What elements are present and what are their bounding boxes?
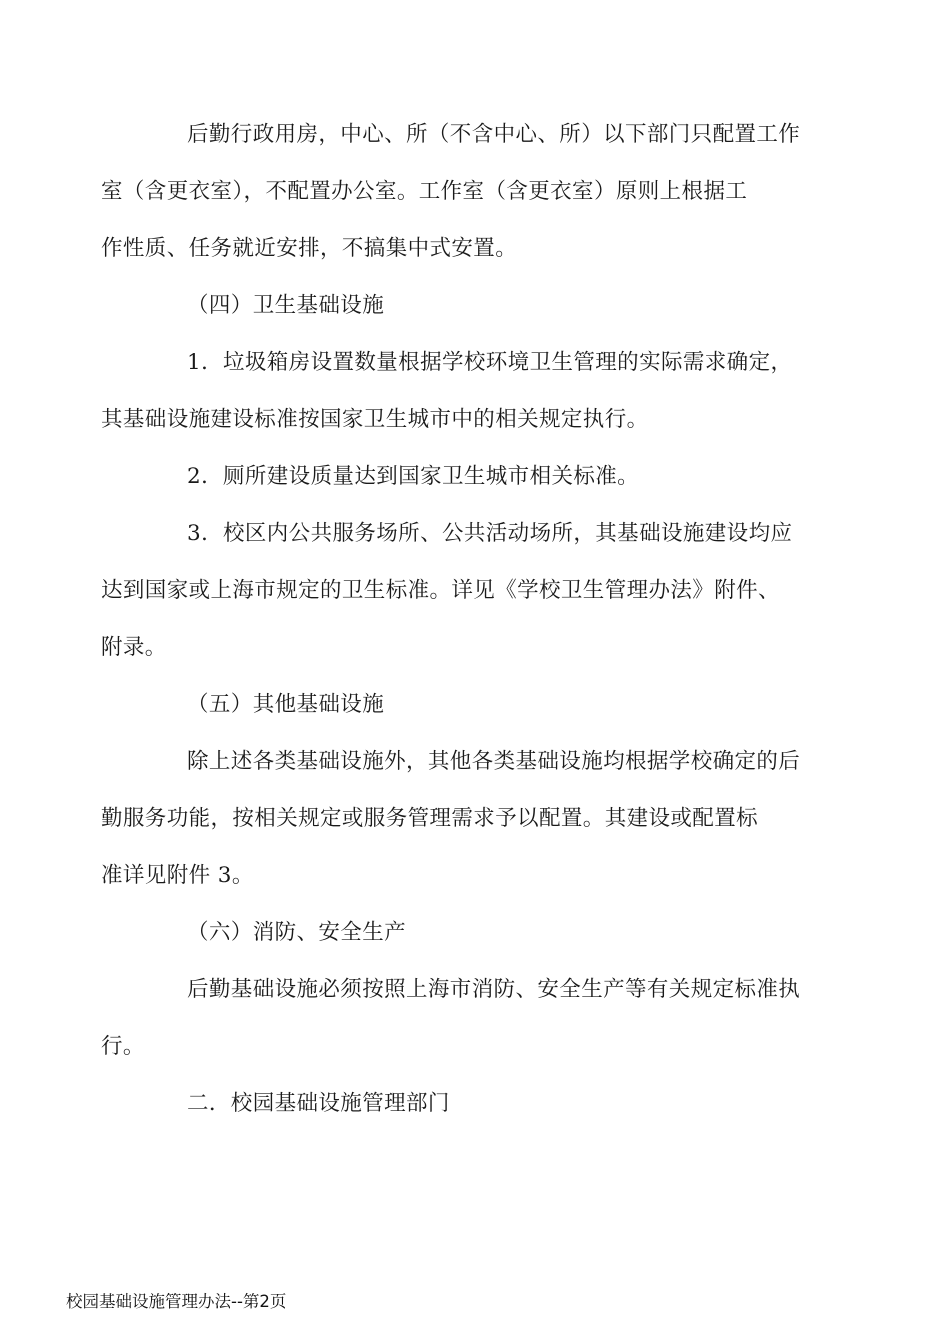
text-line: 附录。: [101, 635, 167, 660]
paragraph-item-1: [101, 334, 810, 448]
text-line: 准详见附件 3。: [101, 863, 254, 888]
section-heading-sanitation: [144, 277, 810, 334]
section-heading-fire-safety: [144, 904, 810, 961]
text-line: 2．厕所建设质量达到国家卫生城市相关标准。: [187, 464, 640, 489]
document-body: [101, 106, 810, 1132]
text-line: 勤服务功能，按相关规定或服务管理需求予以配置。其建设或配置标: [101, 806, 759, 831]
heading-text: （五）其他基础设施: [187, 692, 385, 717]
text-line: 1．垃圾箱房设置数量根据学校环境卫生管理的实际需求确定，: [187, 350, 793, 375]
paragraph-item-3: [101, 505, 810, 676]
paragraph-item-2: [144, 448, 810, 505]
text-line: 达到国家或上海市规定的卫生标准。详见《学校卫生管理办法》附件、: [101, 578, 780, 603]
text-line: 作性质、任务就近安排，不搞集中式安置。: [101, 236, 518, 261]
page-footer: 校园基础设施管理办法--第2页: [66, 1292, 287, 1311]
paragraph-other-facilities: [101, 733, 810, 904]
text-line: 室（含更衣室），不配置办公室。工作室（含更衣室）原则上根据工: [101, 179, 748, 204]
text-line: 行。: [101, 1034, 145, 1059]
paragraph-logistics-rooms: [101, 106, 810, 277]
paragraph-fire-safety: [101, 961, 810, 1075]
section-heading-other-facilities: [144, 676, 810, 733]
section-heading-management-dept: [144, 1075, 810, 1132]
text-line: 后勤行政用房，中心、所（不含中心、所）以下部门只配置工作: [187, 122, 801, 147]
text-line: 其基础设施建设标准按国家卫生城市中的相关规定执行。: [101, 407, 649, 432]
heading-text: （六）消防、安全生产: [187, 920, 407, 945]
heading-text: 二．校园基础设施管理部门: [187, 1091, 450, 1116]
text-line: 3．校区内公共服务场所、公共活动场所，其基础设施建设均应: [187, 521, 793, 546]
text-line: 除上述各类基础设施外，其他各类基础设施均根据学校确定的后: [187, 749, 801, 774]
text-line: 后勤基础设施必须按照上海市消防、安全生产等有关规定标准执: [187, 977, 801, 1002]
heading-text: （四）卫生基础设施: [187, 293, 385, 318]
